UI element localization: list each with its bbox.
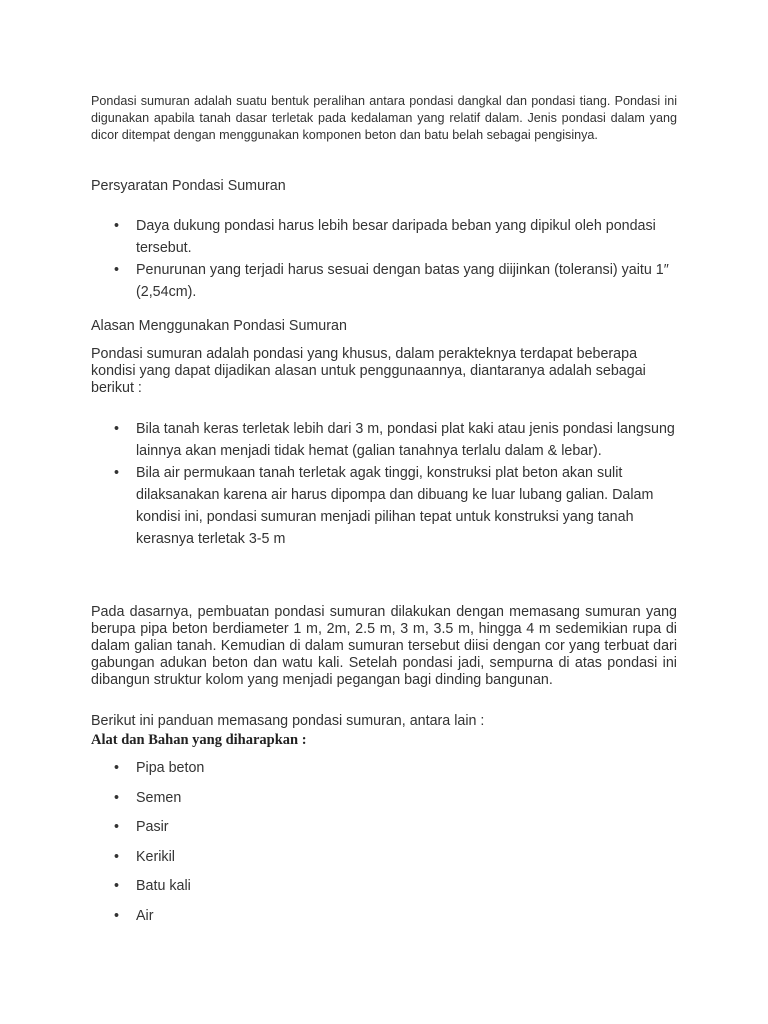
guide-line: Berikut ini panduan memasang pondasi sumuran, antara lain : xyxy=(91,713,485,729)
list-item-text: Penurunan yang terjadi harus sesuai dengan batas yang diijinkan (toleransi) yaitu 1″ (2,54cm). xyxy=(136,262,669,300)
bullet-icon: • xyxy=(114,465,120,481)
list-item xyxy=(91,462,677,550)
reasons-list xyxy=(91,418,677,550)
intro-paragraph: Pondasi sumuran adalah suatu bentuk peralihan antara pondasi dangkal dan pondasi tiang. Pondasi ini digunakan apabila tanah dasar terletak pada kedalaman yang relatif dalam. Jenis pondasi dalam yang dicor ditempat dengan menggunakan komponen beton dan batu belah sebagai pengisinya. xyxy=(91,94,677,142)
list-item xyxy=(91,259,677,303)
bullet-icon: • xyxy=(114,218,120,234)
list-item xyxy=(91,906,677,926)
bullet-icon: • xyxy=(114,421,120,437)
list-item-text: Pasir xyxy=(136,819,169,835)
list-item xyxy=(91,847,677,867)
bullet-icon: • xyxy=(114,760,120,776)
bullet-icon: • xyxy=(114,849,120,865)
bullet-icon: • xyxy=(114,262,120,278)
requirements-heading: Persyaratan Pondasi Sumuran xyxy=(91,178,286,194)
list-item xyxy=(91,215,677,259)
bullet-icon: • xyxy=(114,819,120,835)
list-item-text: Batu kali xyxy=(136,878,191,894)
list-item-text: Semen xyxy=(136,790,182,806)
list-item-text: Kerikil xyxy=(136,849,175,865)
list-item xyxy=(91,876,677,896)
list-item-text: Pipa beton xyxy=(136,760,205,776)
list-item xyxy=(91,788,677,808)
bullet-icon: • xyxy=(114,908,120,924)
list-item-text: Daya dukung pondasi harus lebih besar daripada beban yang dipikul oleh pondasi tersebut. xyxy=(136,218,656,256)
list-item-text: Air xyxy=(136,908,154,924)
materials-list xyxy=(91,758,677,926)
requirements-list xyxy=(91,215,677,303)
reasons-heading: Alasan Menggunakan Pondasi Sumuran xyxy=(91,318,347,334)
list-item-text: Bila air permukaan tanah terletak agak tinggi, konstruksi plat beton akan sulit dilaksanakan karena air harus dipompa dan dibuang ke luar lubang galian. Dalam kondisi ini, pondasi sumuran menjadi pilihan tepat untuk konstruksi yang tanah kerasnya terletak 3-5 m xyxy=(136,465,654,547)
reasons-paragraph: Pondasi sumuran adalah pondasi yang khusus, dalam perakteknya terdapat beberapa kondisi yang dapat dijadikan alasan untuk penggunaannya, diantaranya adalah sebagai berikut : xyxy=(91,346,646,396)
bullet-icon: • xyxy=(114,878,120,894)
bullet-icon: • xyxy=(114,790,120,806)
list-item xyxy=(91,418,677,462)
construction-paragraph: Pada dasarnya, pembuatan pondasi sumuran dilakukan dengan memasang sumuran yang berupa pipa beton berdiameter 1 m, 2m, 2.5 m, 3 m, 3.5 m, hingga 4 m sedemikian rupa di dalam galian tanah. Kemudian di dalam sumuran tersebut diisi dengan cor yang terbuat dari gabungan adukan beton dan watu kali. Setelah pondasi jadi, sempurna di atas pondasi ini dibangun struktur kolom yang menjadi pegangan bagi dinding bangunan. xyxy=(91,604,677,688)
materials-heading: Alat dan Bahan yang diharapkan : xyxy=(91,732,307,748)
list-item-text: Bila tanah keras terletak lebih dari 3 m, pondasi plat kaki atau jenis pondasi langsung lainnya akan menjadi tidak hemat (galian tanahnya terlalu dalam & lebar). xyxy=(136,421,675,459)
list-item xyxy=(91,817,677,837)
list-item xyxy=(91,758,677,778)
